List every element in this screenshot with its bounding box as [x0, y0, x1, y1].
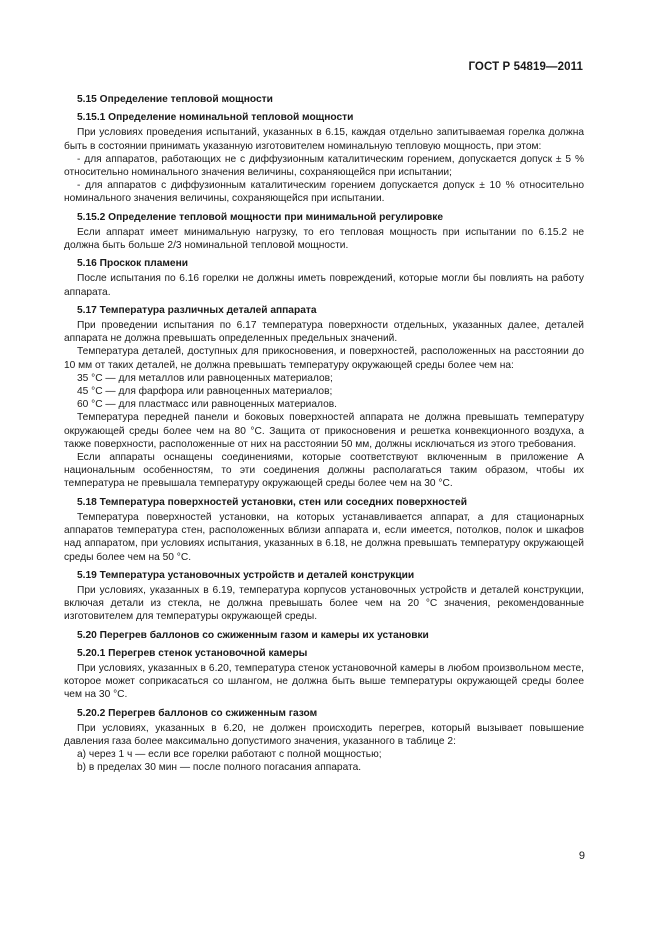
page-content — [64, 93, 584, 775]
paragraph: 45 °С — для фарфора или равноценных материалов; — [77, 386, 333, 398]
paragraph: При условиях проведения испытаний, указанных в 6.15, каждая отдельно запитываемая горелка должна быть в состоянии принимать указанную изготовителем номинальную тепловую мощность, при этом: — [64, 127, 584, 152]
section-heading: 5.15.2 Определение тепловой мощности при минимальной регулировке — [77, 211, 444, 223]
section-heading: 5.20 Перегрев баллонов со сжиженным газом и камеры их установки — [77, 629, 429, 641]
paragraph: При условиях, указанных в 6.19, температура корпусов установочных устройств и деталей конструкции, включая детали из стекла, не должна превышать более чем на 20 °С значения, рекомендованные изготовителем для температуры окружающей среды. — [64, 584, 584, 623]
paragraph: Температура передней панели и боковых поверхностей аппарата не должна превышать температуру окружающей среды более чем на 80 °С. Защита от прикосновения и решетка конвекционного воздуха, а также поверхности, расположенные от них на расстоянии 50 мм, должны исключаться из этого требования. — [64, 412, 584, 450]
paragraph: Если аппарат имеет минимальную нагрузку, то его тепловая мощность при испытании по 6.15.2 не должна быть больше 2/3 номинальной тепловой мощности. — [64, 226, 584, 252]
paragraph: 35 °С — для металлов или равноценных материалов; — [77, 372, 333, 384]
section-heading: 5.19 Температура установочных устройств и деталей конструкции — [77, 569, 415, 581]
text-body — [64, 93, 584, 775]
paragraph: a) через 1 ч — если все горелки работают с полной мощностью; — [77, 749, 382, 761]
section-heading: 5.17 Температура различных деталей аппарата — [77, 304, 317, 316]
paragraph: После испытания по 6.16 горелки не должны иметь повреждений, которые могли бы повлиять на работу аппарата. — [64, 273, 584, 298]
section-heading: 5.20.2 Перегрев баллонов со сжиженным газом — [77, 707, 318, 719]
paragraph: Температура деталей, доступных для прикосновения, и поверхностей, расположенных на расстоянии до 10 мм от таких деталей, не должна превышать температуру окружающей среды более чем на: — [64, 346, 584, 371]
standard-code: ГОСТ Р 54819—2011 — [468, 61, 583, 73]
page-number: 9 — [578, 850, 585, 862]
paragraph: При условиях, указанных в 6.20, температура стенок установочной камеры в любом произвольном месте, которое может соприкасаться со шлангом, не должна быть выше температуры окружающей среды более чем на 30 °С. — [64, 662, 584, 701]
paragraph: При проведении испытания по 6.17 температура поверхности отдельных, указанных далее, деталей аппарата не должна превышать определенных предельных значений. — [64, 320, 584, 345]
section-heading: 5.15.1 Определение номинальной тепловой мощности — [77, 112, 354, 124]
section-heading: 5.15 Определение тепловой мощности — [77, 94, 273, 105]
paragraph: - для аппаратов с диффузионным каталитическим горением допускается допуск ± 10 % относительно номинального значения величины, сохраняющейся при испытании. — [64, 180, 584, 205]
paragraph: При условиях, указанных в 6.20, не должен происходить перегрев, который вызывает повышение давления газа более максимально допустимого значения, указанного в таблице 2: — [64, 722, 584, 747]
paragraph: Если аппараты оснащены соединениями, которые соответствуют включенным в приложение А национальным особенностям, то эти соединения должны располагаться таким образом, чтобы их температура не превышала температуру окружающей среды более чем на 30 °С. — [64, 452, 584, 490]
paragraph: b) в пределах 30 мин — после полного погасания аппарата. — [77, 762, 362, 774]
paragraph: Температура поверхностей установки, на которых устанавливается аппарат, а для стационарных аппаратов температура стен, расположенных вблизи аппарата и, если имеется, потолков, полок и шкафов над аппаратом, при условиях испытания, указанных в 6.18, не должна превышать температуру окружающей среды более чем на 50 °С. — [64, 511, 584, 563]
section-heading: 5.20.1 Перегрев стенок установочной камеры — [77, 647, 308, 659]
section-heading: 5.16 Проскок пламени — [77, 258, 188, 270]
paragraph: - для аппаратов, работающих не с диффузионным каталитическим горением, допускается допуск ± 5 % относительно номинального значения величины, сохраняющейся при испытании; — [64, 153, 584, 179]
section-heading: 5.18 Температура поверхностей установки, стен или соседних поверхностей — [77, 496, 467, 508]
paragraph: 60 °С — для пластмасс или равноценных материалов. — [77, 399, 337, 411]
